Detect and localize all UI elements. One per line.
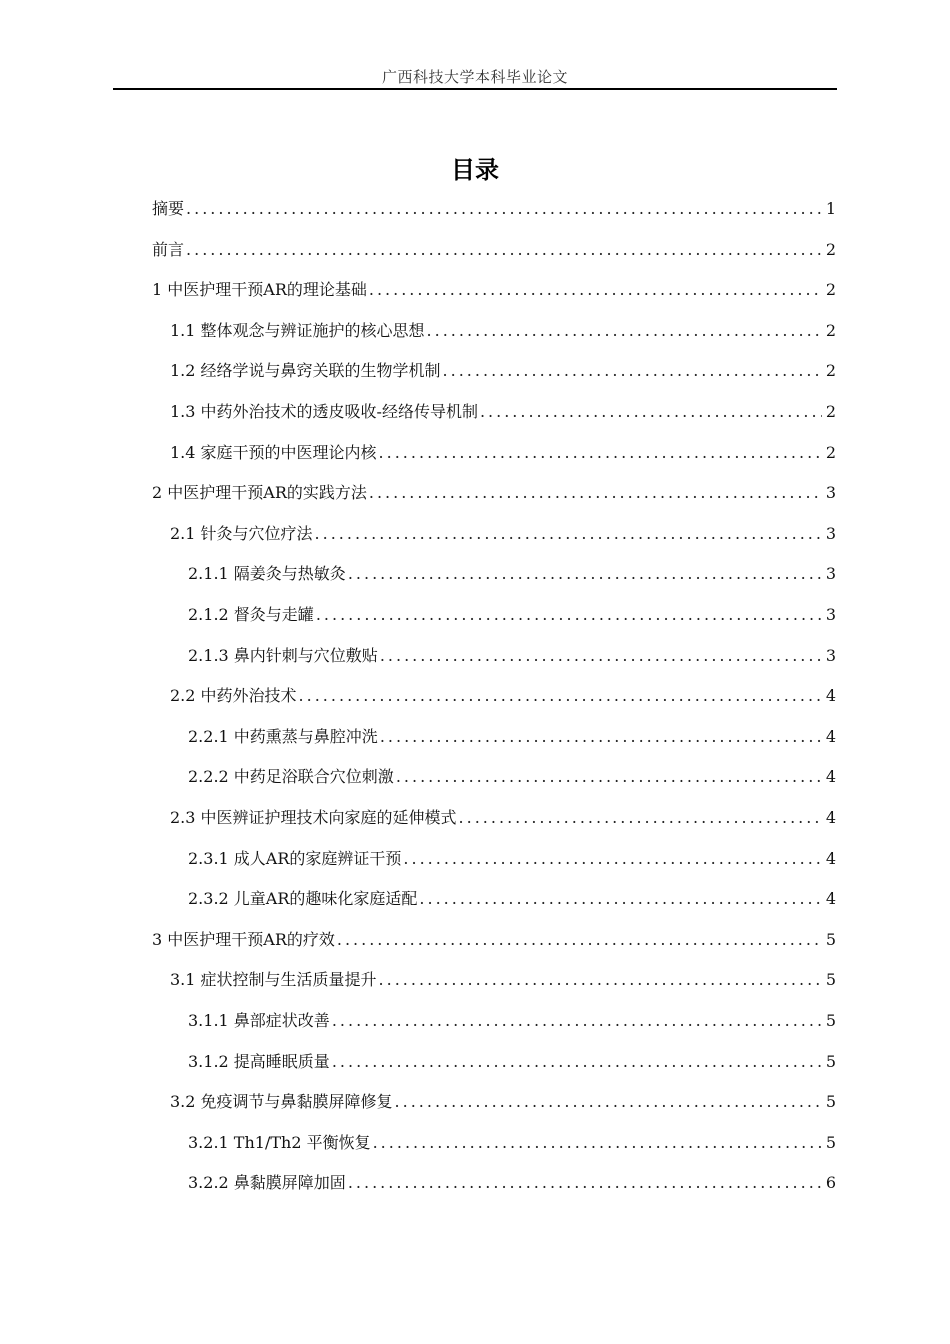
toc-entry-label: 1.3 中药外治技术的透皮吸收-经络传导机制 [170, 402, 478, 421]
dot-leader [403, 843, 821, 875]
toc-page-number: 2 [825, 239, 836, 259]
toc-entry-label: 2.1 针灸与穴位疗法 [170, 523, 313, 543]
toc-entry[interactable] [170, 964, 836, 996]
toc-page-number: 5 [825, 970, 836, 990]
toc-entry-label: 2 中医护理干预AR的实践方法 [152, 483, 367, 503]
dot-leader [316, 599, 822, 631]
toc-title: 目录 [451, 156, 499, 184]
toc-page-number: 4 [825, 848, 836, 868]
toc-page-number: 2 [825, 442, 836, 462]
dot-leader [186, 193, 822, 225]
dot-leader [299, 680, 822, 712]
toc-page-number: 5 [825, 1011, 836, 1030]
toc-entry-label: 2.3.2 儿童AR的趣味化家庭适配 [188, 889, 418, 909]
toc-entry[interactable] [152, 193, 836, 225]
toc-entry[interactable] [188, 558, 836, 590]
toc-page-number: 3 [825, 605, 836, 624]
dot-leader [480, 396, 822, 428]
toc-entry[interactable] [188, 1167, 836, 1199]
toc-page-number: 3 [825, 483, 836, 503]
toc-entry[interactable] [170, 1086, 836, 1118]
toc-entry-label: 3.2 免疫调节与鼻黏膜屏障修复 [170, 1092, 393, 1112]
toc-entry-label: 1.1 整体观念与辨证施护的核心思想 [170, 320, 425, 340]
dot-leader [348, 1167, 822, 1199]
page-header: 广西科技大学本科毕业论文 [381, 68, 568, 86]
dot-leader [395, 1086, 822, 1118]
dot-leader [419, 883, 821, 915]
toc-entry[interactable] [188, 721, 836, 753]
toc-entry-label: 3.2.1 Th1/Th2 平衡恢复 [188, 1132, 371, 1152]
toc-entry-label: 2.3 中医辨证护理技术向家庭的延伸模式 [170, 808, 457, 827]
toc-page-number: 4 [825, 889, 836, 909]
toc-page-number: 4 [825, 808, 836, 827]
toc-entry-label: 3.1.1 鼻部症状改善 [188, 1011, 330, 1030]
toc-entry[interactable] [170, 315, 836, 347]
toc-entry[interactable] [170, 680, 836, 712]
toc-page-number: 5 [825, 929, 836, 949]
toc-entry[interactable] [188, 761, 836, 793]
toc-entry[interactable] [188, 599, 836, 631]
toc-entry[interactable] [170, 355, 836, 387]
dot-leader [379, 437, 822, 469]
header-rule [113, 88, 837, 90]
toc-entry[interactable] [188, 843, 836, 875]
dot-leader [373, 1127, 822, 1159]
toc-entry[interactable] [152, 274, 836, 306]
toc-page-number: 4 [825, 686, 836, 706]
toc-entry-label: 1.2 经络学说与鼻窍关联的生物学机制 [170, 361, 441, 381]
toc-entry-label: 1.4 家庭干预的中医理论内核 [170, 442, 377, 462]
toc-page-number: 5 [825, 1051, 836, 1071]
toc-page-number: 6 [825, 1173, 836, 1193]
toc-page-number: 3 [825, 645, 836, 665]
dot-leader [380, 640, 822, 672]
toc-entry-label: 摘要 [152, 199, 185, 218]
toc-page-number: 5 [825, 1092, 836, 1112]
dot-leader [443, 355, 822, 387]
toc-entry[interactable] [188, 1127, 836, 1159]
toc-entry-label: 2.3.1 成人AR的家庭辨证干预 [188, 848, 402, 868]
toc-entry[interactable] [188, 640, 836, 672]
toc-entry[interactable] [152, 477, 836, 509]
toc-page-number: 3 [825, 564, 836, 584]
toc-entry[interactable] [170, 802, 836, 834]
toc-page-number: 4 [825, 726, 836, 746]
toc-entry-label: 2.1.2 督灸与走罐 [188, 605, 314, 624]
toc-page-number: 2 [825, 320, 836, 340]
toc-entry-label: 2.1.1 隔姜灸与热敏灸 [188, 564, 346, 584]
dot-leader [315, 518, 822, 550]
toc-entry-label: 2.2.1 中药熏蒸与鼻腔冲洗 [188, 726, 378, 746]
dot-leader [348, 558, 822, 590]
dot-leader [332, 1005, 822, 1037]
toc-entry[interactable] [188, 1005, 836, 1037]
dot-leader [459, 802, 822, 834]
dot-leader [332, 1046, 822, 1078]
dot-leader [369, 274, 822, 306]
toc-entry[interactable] [152, 924, 836, 956]
toc-entry[interactable] [188, 883, 836, 915]
toc-page-number: 1 [825, 199, 836, 218]
toc-entry-label: 3.1.2 提高睡眠质量 [188, 1051, 330, 1071]
toc-entry-label: 前言 [152, 239, 185, 259]
dot-leader [396, 761, 822, 793]
toc-page-number: 2 [825, 402, 836, 421]
toc-entry[interactable] [170, 437, 836, 469]
dot-leader [369, 477, 822, 509]
toc-page-number: 3 [825, 523, 836, 543]
toc-entry[interactable] [170, 396, 836, 428]
toc-entry-label: 1 中医护理干预AR的理论基础 [152, 280, 367, 300]
toc-entry[interactable] [170, 518, 836, 550]
toc-entry-label: 2.2 中药外治技术 [170, 686, 297, 706]
toc-entry-label: 3 中医护理干预AR的疗效 [152, 929, 335, 949]
toc-entry[interactable] [188, 1046, 836, 1078]
toc-entry[interactable] [152, 234, 836, 266]
dot-leader [379, 964, 822, 996]
toc-entry-label: 2.1.3 鼻内针刺与穴位敷贴 [188, 645, 378, 665]
dot-leader [337, 924, 822, 956]
dot-leader [380, 721, 822, 753]
toc-page-number: 2 [825, 280, 836, 300]
toc-page-number: 4 [825, 767, 836, 787]
toc-entry-label: 3.1 症状控制与生活质量提升 [170, 970, 377, 990]
toc-page-number: 5 [825, 1132, 836, 1152]
toc-entry-label: 2.2.2 中药足浴联合穴位刺激 [188, 767, 394, 787]
toc-page-number: 2 [825, 361, 836, 381]
dot-leader [427, 315, 822, 347]
dot-leader [186, 234, 822, 266]
toc-entry-label: 3.2.2 鼻黏膜屏障加固 [188, 1173, 346, 1193]
